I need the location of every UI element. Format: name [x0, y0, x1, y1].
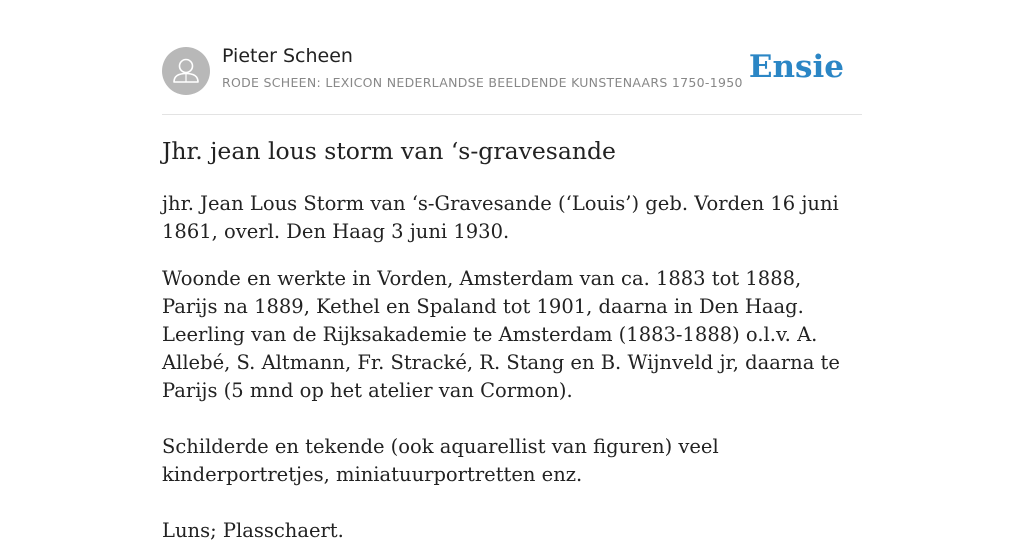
article-body — [162, 190, 862, 545]
ensie-logo[interactable]: Ensie — [748, 49, 844, 85]
avatar[interactable] — [162, 47, 210, 95]
author-name[interactable]: Pieter Scheen — [222, 45, 353, 67]
user-icon — [162, 47, 210, 95]
source-title[interactable]: RODE SCHEEN: LEXICON NEDERLANDSE BEELDENDE KUNSTENAARS 1750-1950 — [222, 75, 743, 90]
author-header — [162, 44, 862, 115]
page-title: Jhr. jean lous storm van ‘s-gravesande — [162, 137, 616, 165]
paragraph-biography: Woonde en werkte in Vorden, Amsterdam van ca. 1883 tot 1888, Parijs na 1889, Kethel en Spaland tot 1901, daarna in Den Haag. Leerling van de Rijksakademie te Amsterdam (1883-1888) o.l.v. A. Allebé, S. Altmann, Fr. Stracké, R. Stang en B. Wijnveld jr, daarna te Parijs (5 mnd op het atelier van Cormon). — [162, 267, 840, 402]
paragraph-work: Schilderde en tekende (ook aquarellist van figuren) veel kinderportretjes, miniatuurportretten enz. — [162, 435, 719, 486]
paragraph-sources: Luns; Plasschaert. — [162, 519, 344, 542]
paragraph-birth-death: jhr. Jean Lous Storm van ‘s-Gravesande (‘Louis’) geb. Vorden 16 juni 1861, overl. Den Haag 3 juni 1930. — [162, 192, 839, 243]
